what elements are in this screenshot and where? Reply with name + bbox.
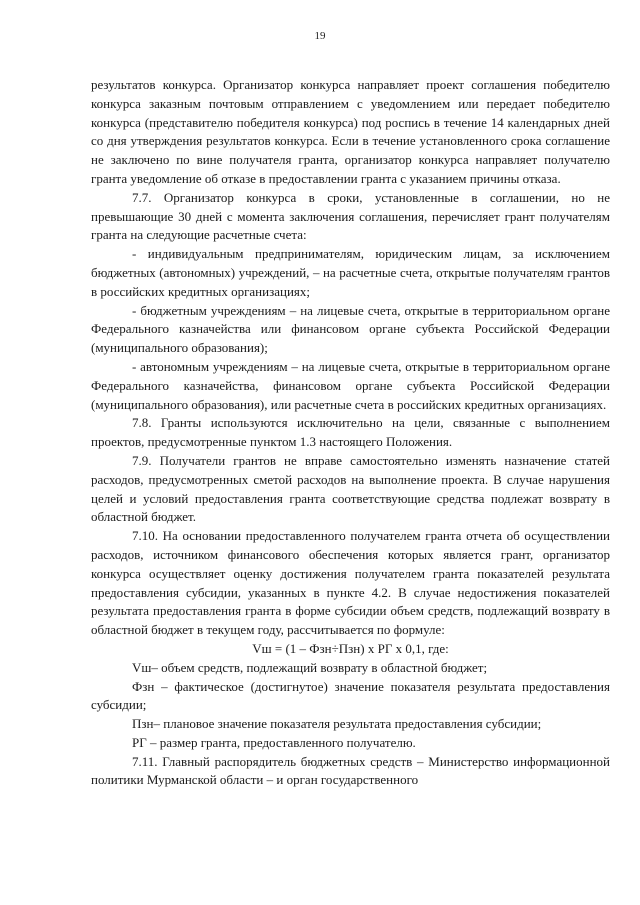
page-number: 19 xyxy=(314,30,326,42)
formula-definition-vsh: Vш– объем средств, подлежащий возврату в областной бюджет; xyxy=(132,659,488,675)
formula-definition-fzn: Фзн – фактическое (достигнутое) значение показателя результата предоставления субсидии; xyxy=(91,678,610,713)
formula-definition-rg: РГ – размер гранта, предоставленного получателю. xyxy=(132,734,416,750)
document-body xyxy=(91,76,610,790)
formula-definition-pzn: Пзн– плановое значение показателя результата предоставления субсидии; xyxy=(132,716,542,732)
list-item-individual-entrepreneurs: - индивидуальным предпринимателям, юридическим лицам, за исключением бюджетных (автономных) учреждений, – на расчетные счета, открытые получателям грантов в российских кредитных организациях; xyxy=(91,246,610,299)
paragraph-7-8: 7.8. Гранты используются исключительно на цели, связанные с выполнением проектов, предусмотренные пунктом 1.3 настоящего Положения. xyxy=(91,415,610,450)
list-item-budget-institutions: - бюджетным учреждениям – на лицевые счета, открытые в территориальном органе Федерального казначейства или финансовом органе субъекта Российской Федерации (муниципального образования); xyxy=(91,302,610,356)
formula: Vш = (1 – Фзн÷Пзн) х РГ х 0,1, где: xyxy=(252,640,449,656)
list-item-autonomous-institutions: - автономным учреждениям – на лицевые счета, открытые в территориальном органе Федерального казначейства, финансовом органе субъекта Российской Федерации (муниципального образования), или расчетные счета в российских кредитных организациях. xyxy=(91,358,610,412)
paragraph-7-7: 7.7. Организатор конкурса в сроки, установленные в соглашении, но не превышающие 30 дней с момента заключения соглашения, перечисляет грант получателям гранта на следующие расчетные счета: xyxy=(91,189,610,243)
paragraph-7-11: 7.11. Главный распорядитель бюджетных средств – Министерство информационной политики Мурманской области – и орган государственного xyxy=(91,753,610,788)
paragraph-7-9: 7.9. Получатели грантов не вправе самостоятельно изменять назначение статей расходов, предусмотренных сметой расходов на выполнение проекта. В случае нарушения целей и условий предоставления гранта соответствующие средства подлежат возврату в областной бюджет. xyxy=(91,452,610,525)
paragraph-continuation: результатов конкурса. Организатор конкурса направляет проект соглашения победителю конкурса заказным почтовым отправлением с уведомлением или передает победителю конкурса (представителю победителя конкурса) под роспись в течение 14 календарных дней со дня утверждения результатов конкурса. Если в течение установленного срока соглашение не заключено по вине получателя гранта, организатор конкурса направляет получателю гранта уведомление об отказе в предоставлении гранта с указанием причины отказа. xyxy=(91,77,610,186)
paragraph-7-10: 7.10. На основании предоставленного получателем гранта отчета об осуществлении расходов, источником финансового обеспечения которых является грант, организатор конкурса осуществляет оценку достижения получателем гранта показателей результата предоставления субсидии, указанных в пункте 4.2. В случае недостижения показателей результата предоставления гранта в форме субсидии объем средств, подлежащий возврату в областной бюджет в текущем году, рассчитывается по формуле: xyxy=(91,528,610,638)
